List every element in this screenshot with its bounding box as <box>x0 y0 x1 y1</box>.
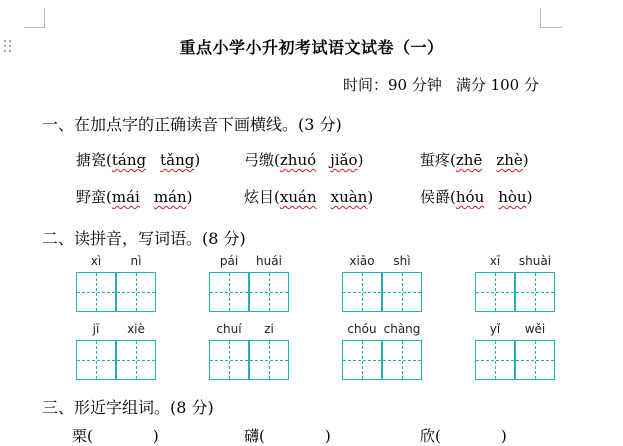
writing-box[interactable] <box>475 340 515 380</box>
pinyin-option[interactable]: zhè <box>496 151 523 169</box>
writing-box[interactable] <box>382 340 422 380</box>
writing-box[interactable] <box>342 340 382 380</box>
pinyin-choice-item: 蜇疼(zhē zhè) <box>420 151 529 169</box>
writing-box[interactable] <box>116 272 156 312</box>
pinyin-label: huái <box>256 254 282 268</box>
pinyin-label: chàng <box>383 322 421 336</box>
pinyin-option[interactable]: mái <box>111 188 140 206</box>
pinyin-option[interactable]: xuán <box>279 188 317 206</box>
writing-box[interactable] <box>249 272 289 312</box>
pinyin-choice-item: 炫目(xuán xuàn) <box>244 188 374 206</box>
section3-heading: 三、形近字组词。(8 分) <box>42 398 214 417</box>
answer-blank[interactable]: ( ) <box>87 427 159 445</box>
pinyin-label: zi <box>264 322 274 336</box>
writing-box[interactable] <box>76 272 116 312</box>
corner-mark-left-vertical <box>44 8 45 28</box>
pinyin-writing-cell <box>209 254 289 310</box>
word-group-item: 欣( ) <box>420 427 507 445</box>
word-group-item: 礴( ) <box>244 427 331 445</box>
pinyin-label: xī <box>489 254 501 268</box>
pinyin-label: jī <box>92 322 100 336</box>
pinyin-label: wěi <box>524 322 546 336</box>
pinyin-choice-item: 搪瓷(táng tǎng) <box>76 151 201 169</box>
pinyin-choice-item: 弓缴(zhuó jiǎo) <box>244 151 364 169</box>
pinyin-option[interactable]: mán <box>153 188 187 206</box>
section1-heading: 一、在加点字的正确读音下画横线。(3 分) <box>42 115 342 134</box>
pinyin-option[interactable]: hòu <box>498 188 527 206</box>
writing-box[interactable] <box>515 340 555 380</box>
pinyin-writing-cell <box>76 322 156 378</box>
writing-box[interactable] <box>382 272 422 312</box>
pinyin-writing-cell <box>209 322 289 378</box>
pinyin-label: shì <box>393 254 411 268</box>
writing-box[interactable] <box>116 340 156 380</box>
full-score: 满分 100 分 <box>455 76 539 94</box>
corner-mark-left-horizontal <box>24 27 45 28</box>
writing-box[interactable] <box>209 272 249 312</box>
pinyin-writing-cell <box>475 322 555 378</box>
pinyin-option[interactable]: xuàn <box>330 188 368 206</box>
pinyin-writing-cell <box>342 254 422 310</box>
pinyin-label: xiāo <box>349 254 375 268</box>
page-title: 重点小学小升初考试语文试卷（一） <box>179 38 444 57</box>
writing-box[interactable] <box>475 272 515 312</box>
time-limit: 时间：90 分钟 <box>342 76 442 94</box>
writing-box[interactable] <box>76 340 116 380</box>
pinyin-option[interactable]: táng <box>111 151 147 169</box>
pinyin-writing-cell <box>475 254 555 310</box>
exam-info <box>343 74 539 95</box>
pinyin-label: pái <box>219 254 239 268</box>
pinyin-label: xiè <box>127 322 145 336</box>
corner-mark-right-vertical <box>540 8 541 28</box>
pinyin-label: yǐ <box>489 322 501 336</box>
pinyin-writing-cell <box>342 322 422 378</box>
writing-box[interactable] <box>342 272 382 312</box>
writing-box[interactable] <box>249 340 289 380</box>
pinyin-label: nì <box>130 254 142 268</box>
pinyin-option[interactable]: jiǎo <box>330 151 358 169</box>
answer-blank[interactable]: ( ) <box>435 427 507 445</box>
writing-box[interactable] <box>515 272 555 312</box>
section2-heading: 二、读拼音，写词语。(8 分) <box>42 229 246 248</box>
pinyin-label: chuí <box>216 322 242 336</box>
pinyin-choice-item: 侯爵(hóu hòu) <box>420 188 533 206</box>
pinyin-option[interactable]: zhuó <box>279 151 317 169</box>
pinyin-label: shuài <box>518 254 552 268</box>
pinyin-choice-item: 野蛮(mái mán) <box>76 188 193 206</box>
pinyin-option[interactable]: zhē <box>455 151 483 169</box>
pinyin-label: xì <box>90 254 102 268</box>
corner-mark-right-horizontal <box>540 27 562 28</box>
answer-blank[interactable]: ( ) <box>259 427 331 445</box>
pinyin-option[interactable]: tǎng <box>160 151 195 169</box>
pinyin-option[interactable]: hóu <box>455 188 485 206</box>
pinyin-writing-cell <box>76 254 156 310</box>
word-group-item: 栗( ) <box>72 427 159 445</box>
pinyin-label: chóu <box>347 322 377 336</box>
writing-box[interactable] <box>209 340 249 380</box>
